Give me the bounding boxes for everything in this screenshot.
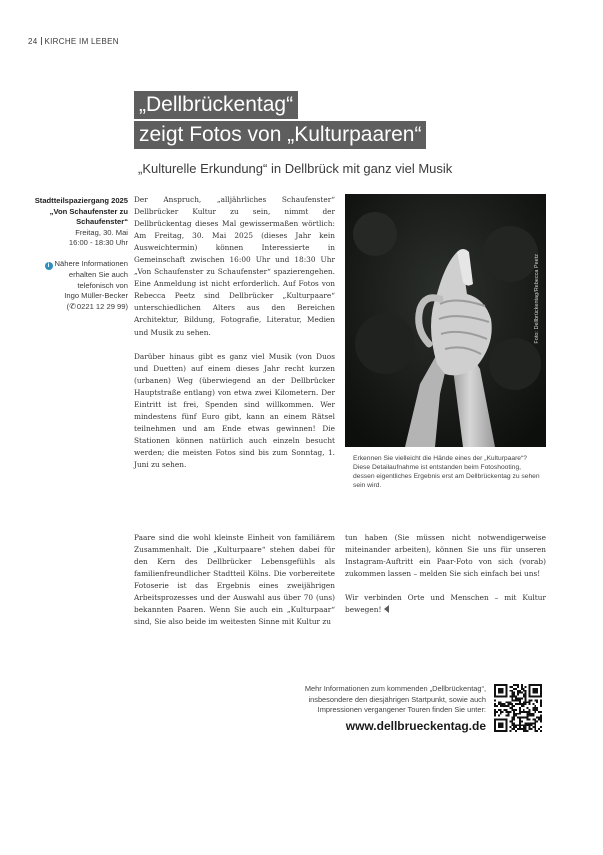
article-column-2 (134, 532, 335, 640)
event-time: 16:00 - 18:30 Uhr (68, 238, 128, 248)
event-title-line-2: „Von Schaufenster zu (49, 206, 128, 216)
page-header (28, 37, 119, 46)
info-line-1: Nähere Informationen (54, 258, 128, 268)
hands-photo (345, 194, 546, 447)
more-info-line-1: Mehr Informationen zum kommenden „Dellbrückentag“, (304, 684, 486, 693)
paragraph-3: Paare sind die wohl kleinste Einheit von familiärem Zusammenhalt. Die „Kulturpaare“ stehen dabei für den Kern des Dellbrücker Lebensgefühls als familienfreundlicher Stadtteil Kölns. Die vorbereitete Fotoserie ist das Ergebnis eines zweijährigen Arbeitsprozesses und der Auswahl aus über 70 (uns) bekannten Paaren. Wenn Sie auch ein „Kulturpaar“ sind, Sie also beide im weitesten Sinne mit Kultur zu (134, 533, 335, 627)
event-date: Freitag, 30. Mai (75, 227, 128, 237)
phone-number[interactable]: 0221 12 29 99 (76, 301, 126, 311)
title-line-2: zeigt Fotos von „Kulturpaaren“ (134, 121, 426, 149)
article-column-3 (345, 532, 546, 628)
photo-caption: Erkennen Sie vielleicht die Hände eines der „Kulturpaare“? Diese Detailaufnahme ist entstanden beim Fotoshooting, dessen eigentliches Ergebnis erst am Dellbrückentag zu sehen sein wird. (353, 455, 540, 489)
end-mark-icon (384, 605, 389, 613)
paragraph-5: Wir verbinden Orte und Menschen – mit Kultur bewegen! (345, 593, 546, 615)
info-line-3: telefonisch von (77, 280, 128, 290)
info-line-2: erhalten Sie auch (68, 269, 128, 279)
event-sidebar: Stadtteilspaziergang 2025 „Von Schaufenster zu Schaufenster“ Freitag, 30. Mai 16:00 - 18:30 Uhr i Nähere Informationen erhalten Sie auch telefonisch von Ingo Müller-Becker (✆0221 12 29 99) (20, 196, 128, 312)
hands-illustration (345, 194, 546, 447)
paragraph-2: Darüber hinaus gibt es ganz viel Musik (von Duos und Duetten) auf einem dieses Jahr recht kurzen (urbanen) Weg (überwiegend an der Dellbrücker Hauptstraße entlang) von etwa zwei Kilometern. Der Eintritt ist frei, Spenden sind willkommen. Wer mindestens fünf Euro gibt, kann an einem Rätsel teilnehmen und am Ende etwas gewinnen! Die Stationen können natürlich auch einzeln besucht werden; die meisten Fotos sind bis zum Sonntag, 1. Juni zu sehen. (134, 351, 335, 469)
header-divider (41, 37, 42, 45)
article-title (134, 91, 426, 151)
title-line-1: „Dellbrückentag“ (134, 91, 298, 119)
photo-credit: Foto: Dellbrückentag/Rebecca Peetz (534, 254, 540, 344)
info-line-4: Ingo Müller-Becker (64, 291, 128, 301)
article-subtitle: „Kulturelle Erkundung“ in Dellbrück mit ganz viel Musik (138, 161, 453, 176)
event-title-line-3: Schaufenster“ (76, 217, 128, 227)
section-label: KIRCHE IM LEBEN (44, 37, 119, 46)
paragraph-1: Der Anspruch, „alljährliches Schaufenster“ Dellbrücker Kultur zu sein, nimmt der Dellbrückentag dieses Mal gewissermaßen wörtlich: Am Freitag, 30. Mai 2025 (dieses Jahr kein Ausweichtermin) können Interessierte in Gemeinschaft zwischen 16:00 Uhr und 18:30 Uhr „Von Schaufenster zu Schaufenster“ spazierengehen. Eine Anmeldung ist nicht erforderlich. Auf Fotos von Rebecca Peetz sind Dellbrücker „Kulturpaare“ unterschiedlichen Alters aus den Bereichen Architektur, Bildung, Fotografie, Literatur, Medien und Musik zu sehen. (134, 195, 335, 337)
info-icon: i (45, 262, 53, 270)
more-info-line-2: insbesondere den diesjährigen Startpunkt, sowie auch (308, 694, 486, 704)
article-column-1 (134, 194, 335, 483)
website-link[interactable]: www.dellbrueckentag.de (345, 719, 486, 733)
more-info-text (228, 684, 486, 716)
page-number: 24 (28, 37, 38, 46)
paragraph-4: tun haben (Sie müssen nicht notwendigerweise miteinander arbeiten), können Sie uns für unseren Instagram-Auftritt ein Paar-Foto von sich (vorab) zukommen lassen – melden Sie sich einfach bei uns! (345, 533, 546, 579)
phone-icon: ✆ (69, 301, 76, 311)
qr-code-icon[interactable] (494, 684, 542, 732)
more-info-line-3: Impressionen vergangener Touren finden Sie unter: (317, 705, 486, 714)
event-title-line-1: Stadtteilspaziergang 2025 (34, 196, 128, 205)
